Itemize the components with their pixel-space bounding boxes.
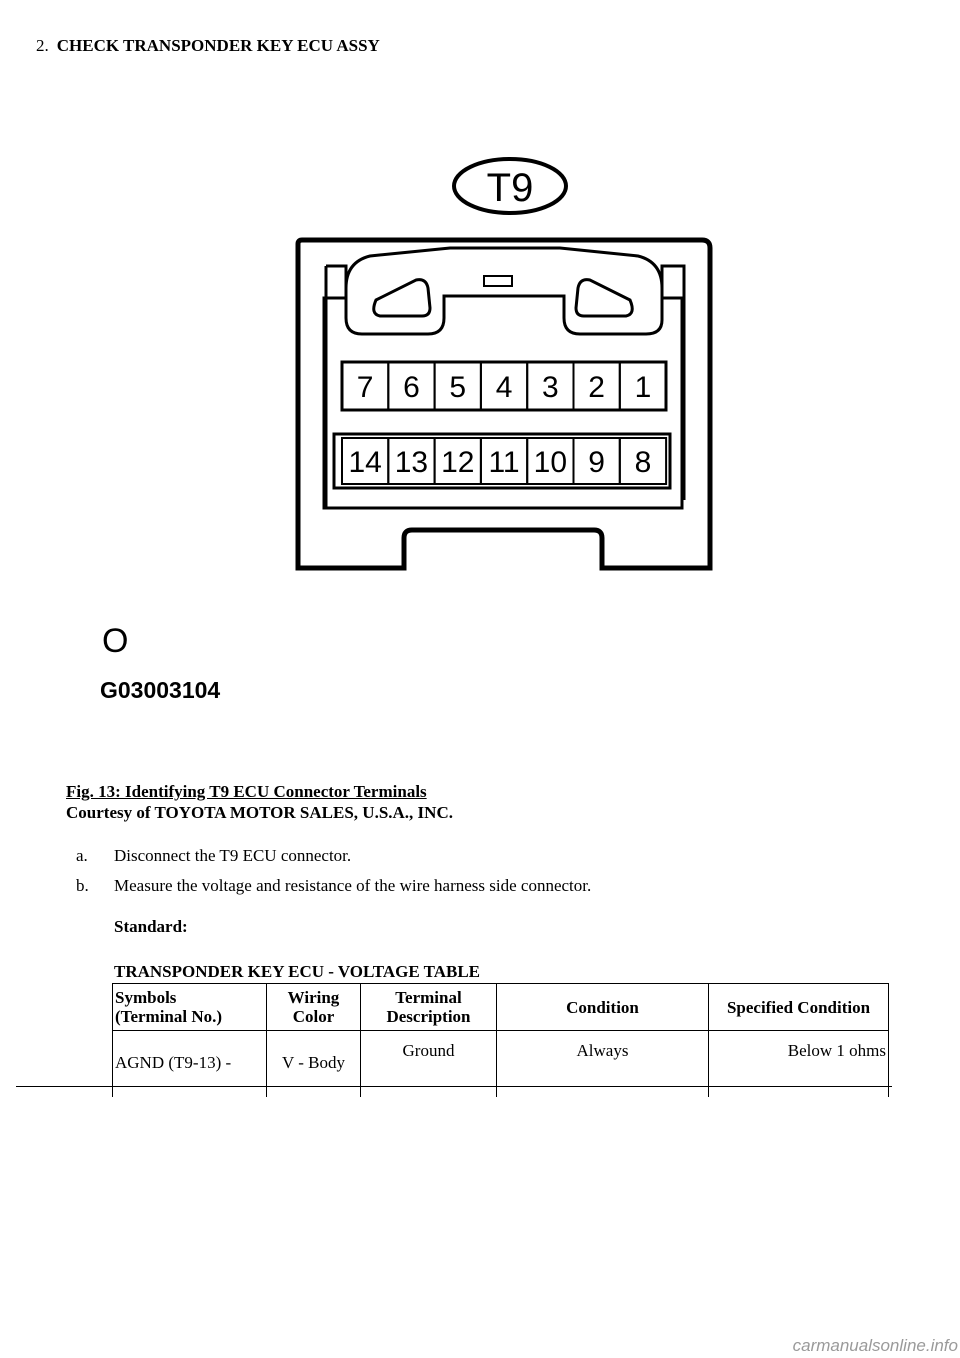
lock-tab xyxy=(484,276,512,286)
terminal-number: 8 xyxy=(634,445,652,479)
cell-specified-condition: Below 1 ohms xyxy=(709,1031,889,1098)
header-wiring-color: Wiring Color xyxy=(267,984,361,1031)
terminal-number: 14 xyxy=(348,445,382,479)
terminal-number: 6 xyxy=(403,370,420,404)
terminal-number: 3 xyxy=(542,370,559,404)
terminal-number: 11 xyxy=(488,445,520,479)
terminal-row-top xyxy=(342,362,666,410)
guide-slot-left xyxy=(374,280,430,316)
terminal-number: 7 xyxy=(356,370,374,404)
header-symbols: Symbols (Terminal No.) xyxy=(113,984,267,1031)
cell-condition: Always xyxy=(497,1031,709,1098)
list-text: Disconnect the T9 ECU connector. xyxy=(114,846,352,865)
list-marker: b. xyxy=(76,876,89,895)
footer-rule xyxy=(16,1086,892,1087)
header-specified-condition: Specified Condition xyxy=(709,984,889,1031)
terminal-number: 5 xyxy=(449,370,467,404)
cell-symbol: AGND (T9-13) - xyxy=(113,1031,267,1098)
view-mark: O xyxy=(102,622,129,660)
terminal-number: 4 xyxy=(495,370,513,404)
terminal-number: 12 xyxy=(441,445,475,479)
terminal-number: 10 xyxy=(533,445,568,479)
terminal-number: 13 xyxy=(394,445,429,479)
watermark: carmanualsonline.info xyxy=(792,1336,958,1355)
voltage-table xyxy=(112,983,889,1097)
terminal-row-bottom xyxy=(342,438,666,484)
terminal-number: 9 xyxy=(588,445,605,479)
figure-code: G03003104 xyxy=(100,677,221,703)
step-title: CHECK TRANSPONDER KEY ECU ASSY xyxy=(56,36,380,55)
caption-courtesy: Courtesy of TOYOTA MOTOR SALES, U.S.A., INC. xyxy=(66,803,453,822)
step-heading xyxy=(36,36,380,56)
list-text: Measure the voltage and resistance of the wire harness side connector. xyxy=(114,876,592,895)
caption-title: Fig. 13: Identifying T9 ECU Connector Terminals xyxy=(66,782,427,801)
header-condition: Condition xyxy=(497,984,709,1031)
header-terminal-description: Terminal Description xyxy=(361,984,497,1031)
connector-housing-outer xyxy=(298,240,710,568)
terminal-number: 2 xyxy=(588,370,605,404)
list-marker: a. xyxy=(76,846,88,865)
connector-diagram xyxy=(90,150,850,710)
cell-wiring-color: V - Body xyxy=(267,1031,361,1098)
figure-caption xyxy=(66,781,453,823)
table-header-row xyxy=(113,984,889,1031)
cell-terminal-description: Ground xyxy=(361,1031,497,1098)
table-title: TRANSPONDER KEY ECU - VOLTAGE TABLE xyxy=(114,962,481,981)
connector-label: T9 xyxy=(486,166,534,210)
step-number: 2. xyxy=(36,36,49,55)
table-row xyxy=(113,1031,889,1098)
guide-slot-right xyxy=(576,280,632,316)
standard-label: Standard: xyxy=(114,917,188,936)
terminal-number: 1 xyxy=(634,370,652,404)
